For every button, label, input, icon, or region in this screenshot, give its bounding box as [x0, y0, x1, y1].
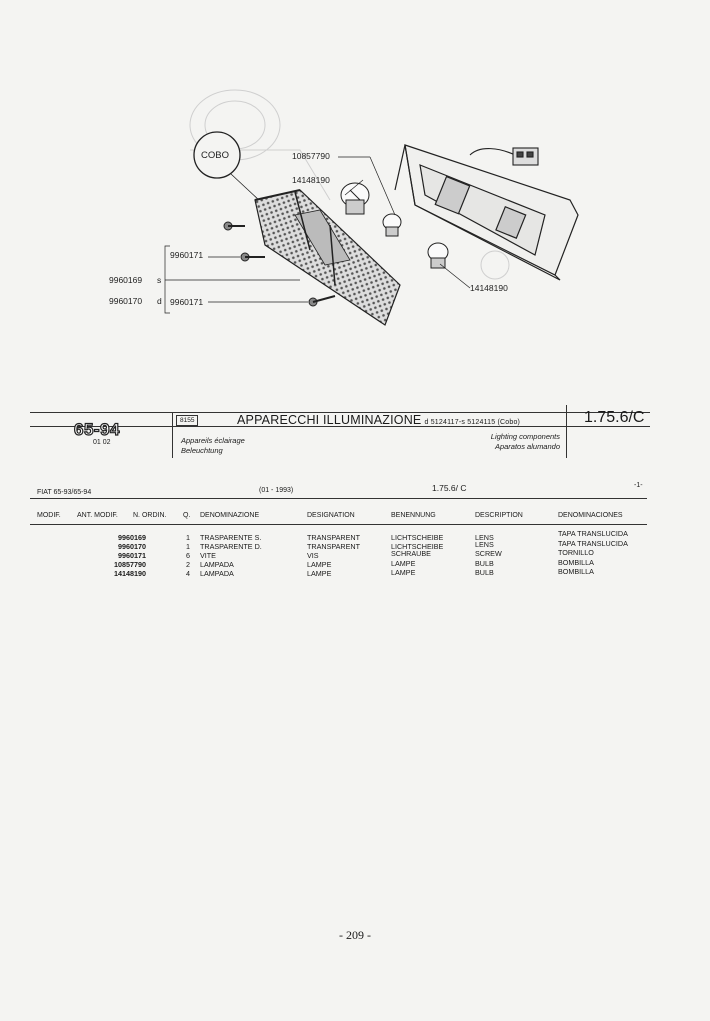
cell-num: 9960171 [118, 551, 146, 560]
col-denominazione: DENOMINAZIONE [200, 512, 260, 519]
col-denominaciones: DENOMINACIONES [558, 512, 623, 519]
title-main: APPARECCHI ILLUMINAZIONE [237, 413, 422, 427]
table-top-rule [30, 498, 647, 499]
cell-num: 9960170 [118, 542, 146, 551]
bulb-14148190-right [428, 243, 448, 268]
cell-es: TAPA TRANSLUCIDA [558, 529, 628, 538]
screw-upper [224, 222, 245, 230]
callout-10857790: 10857790 [292, 151, 330, 161]
cell-es: TAPA TRANSLUCIDA [558, 539, 628, 548]
title-english: Lighting components [490, 432, 560, 441]
cell-fr: LAMPE [307, 560, 332, 569]
cell-de: LICHTSCHEIBE [391, 533, 444, 542]
col-ant-modif: ANT. MODIF. [77, 512, 118, 519]
cell-en: LENS [475, 540, 494, 549]
cell-num: 9960169 [118, 533, 146, 542]
cell-de: LAMPE [391, 568, 416, 577]
section-code: 1.75.6/C [584, 409, 645, 426]
bulb-10857790 [341, 183, 369, 214]
col-n-ordin: N. ORDIN. [133, 512, 167, 519]
bulb-14148190-small [383, 214, 401, 236]
callout-side-d: d [157, 296, 162, 306]
header-divider-right [566, 405, 567, 458]
cell-qty: 4 [186, 569, 190, 578]
cell-fr: TRANSPARENT [307, 542, 360, 551]
callout-14148190-right: 14148190 [470, 283, 508, 293]
cell-num: 14148190 [114, 569, 146, 578]
col-designation: DESIGNATION [307, 512, 355, 519]
callout-14148190-top: 14148190 [292, 175, 330, 185]
col-q: Q. [183, 512, 191, 519]
col-benennung: BENENNUNG [391, 512, 436, 519]
exploded-diagram [0, 0, 710, 360]
callout-side-s: s [157, 275, 162, 285]
cell-it: VITE [200, 551, 216, 560]
table-header-rule [30, 524, 647, 525]
cell-es: TORNILLO [558, 548, 594, 557]
model-date: 01 02 [93, 439, 111, 446]
cell-es: BOMBILLA [558, 567, 594, 576]
cell-it: LAMPADA [200, 569, 234, 578]
cell-it: LAMPADA [200, 560, 234, 569]
cell-en: LENS [475, 533, 494, 542]
period: (01 - 1993) [259, 487, 294, 494]
screw-lower [309, 296, 335, 306]
cell-en: SCREW [475, 549, 502, 558]
cell-it: TRASPARENTE S. [200, 533, 262, 542]
lens-assembly [255, 190, 400, 325]
cell-de: LAMPE [391, 559, 416, 568]
title-german: Beleuchtung [181, 446, 223, 455]
section-ref: 1.75.6/ C [432, 483, 467, 493]
cell-en: BULB [475, 568, 494, 577]
cell-de: LICHTSCHEIBE [391, 542, 444, 551]
cell-qty: 1 [186, 542, 190, 551]
cell-es: BOMBILLA [558, 558, 594, 567]
cell-en: BULB [475, 559, 494, 568]
cell-it: TRASPARENTE D. [200, 542, 262, 551]
col-description: DESCRIPTION [475, 512, 523, 519]
page-title [237, 413, 520, 427]
cell-qty: 6 [186, 551, 190, 560]
screw-middle [241, 253, 265, 261]
col-modif: MODIF. [37, 512, 61, 519]
page-number: - 209 - [339, 928, 371, 942]
cell-fr: LAMPE [307, 569, 332, 578]
title-spanish: Aparatos alumando [494, 442, 560, 451]
cell-qty: 1 [186, 533, 190, 542]
header-divider-left [172, 412, 173, 458]
cell-num: 10857790 [114, 560, 146, 569]
title-sub: d 5124117-s 5124115 (Cobo) [424, 419, 521, 426]
cell-qty: 2 [186, 560, 190, 569]
callout-9960170: 9960170 [109, 296, 143, 306]
lamp-housing [395, 145, 578, 280]
model-badge: 65-94 [74, 420, 120, 439]
cobo-label: COBO [201, 150, 229, 161]
group-code: 8155 [176, 415, 198, 426]
cell-fr: VIS [307, 551, 319, 560]
callout-9960171-upper: 9960171 [170, 250, 204, 260]
callout-9960171-lower: 9960171 [170, 297, 204, 307]
title-french: Appareils éclairage [181, 436, 245, 445]
model-line: FIAT 65-93/65-94 [37, 489, 92, 496]
cell-de: SCHRAUBE [391, 549, 431, 558]
cell-fr: TRANSPARENT [307, 533, 360, 542]
wire-connector [470, 148, 538, 165]
page-marker: -1- [634, 482, 643, 489]
callout-9960169: 9960169 [109, 275, 143, 285]
